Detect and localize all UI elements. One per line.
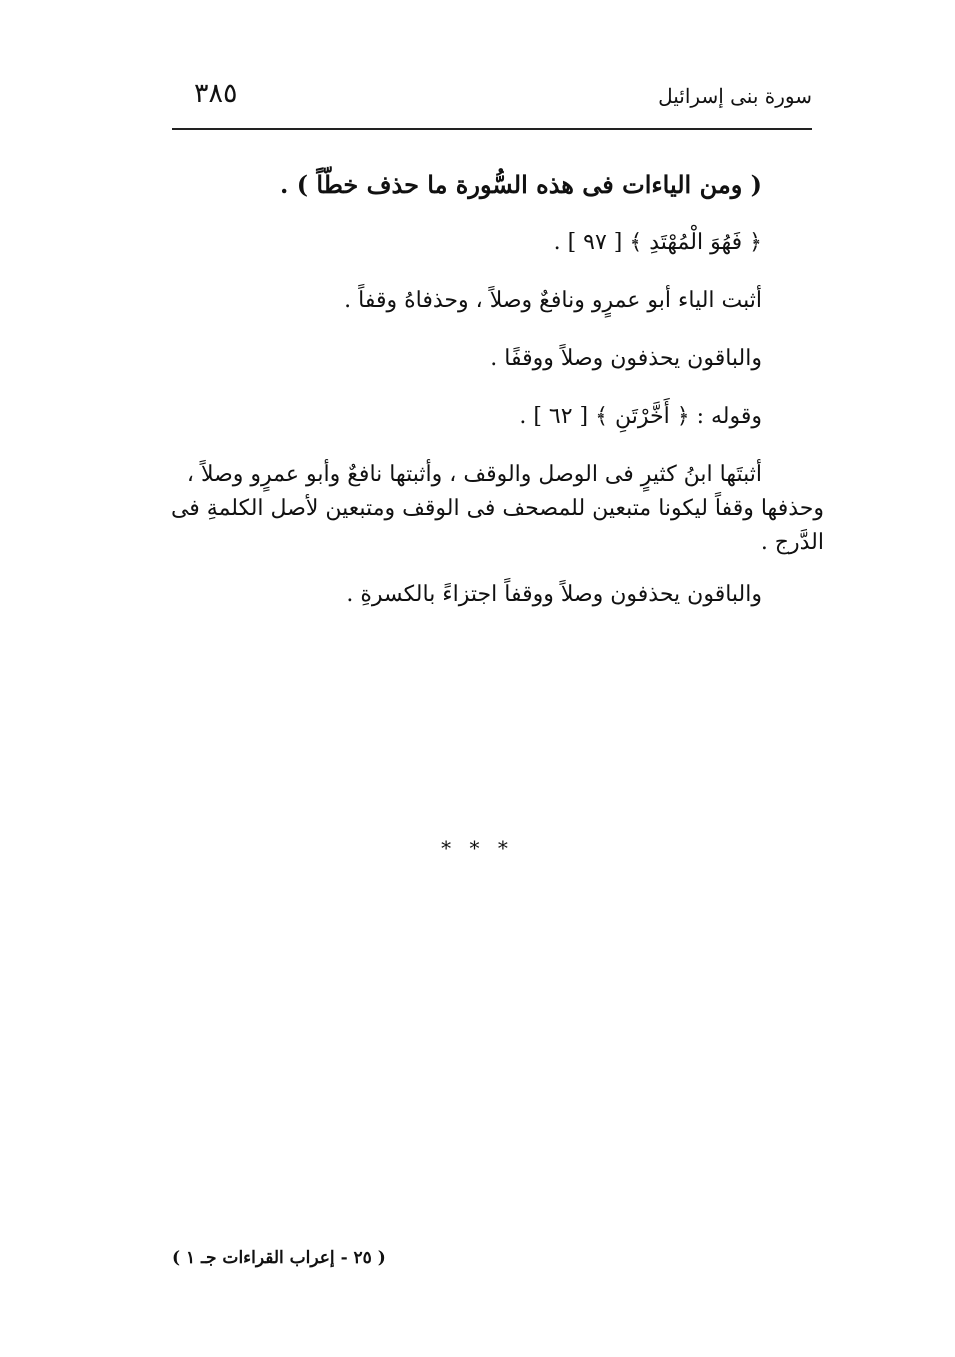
paragraph-line: أثبتَها ابنُ كثيرٍ فى الوصل والوقف ، وأثبتها نافعٌ وأبو عمرٍو وصلاً ، [186,462,762,487]
section-heading: ( ومن الياءات فى هذه السُّورة ما حذف خطّاً ) . [280,170,762,199]
page-header [172,72,812,130]
main-text [168,168,824,636]
quranic-verse: وقوله : ﴿ أَخَّرْتَنِ ﴾ [ ٦٢ ] . [519,404,762,429]
text-line: والباقون يحذفون وصلاً ووقفًا . [490,346,762,371]
paragraph [168,458,824,560]
page-number: ٣٨٥ [194,78,238,109]
quranic-verse: ﴿ فَهُوَ الْمُهْتَدِ ﴾ [ ٩٧ ] . [553,230,762,255]
footer-signature: ( ٢٥ - إعراب القراءات جـ ١ ) [172,1248,386,1268]
text-line: أثبت الياء أبو عمرٍو ونافعٌ وصلاً ، وحذفاهُ وقفاً . [344,288,762,313]
paragraph-line: الدَّرج . [760,530,824,555]
text-line: والباقون يحذفون وصلاً ووقفاً اجتزاءً بالكسرةِ . [346,582,762,607]
paragraph-line: وحذفها وقفاً ليكونا متبعين للمصحف فى الوقف ومتبعين لأصل الكلمةِ فى [170,496,824,521]
section-separator: * * * [441,836,514,860]
running-title: سورة بنى إسرائيل [658,84,812,108]
